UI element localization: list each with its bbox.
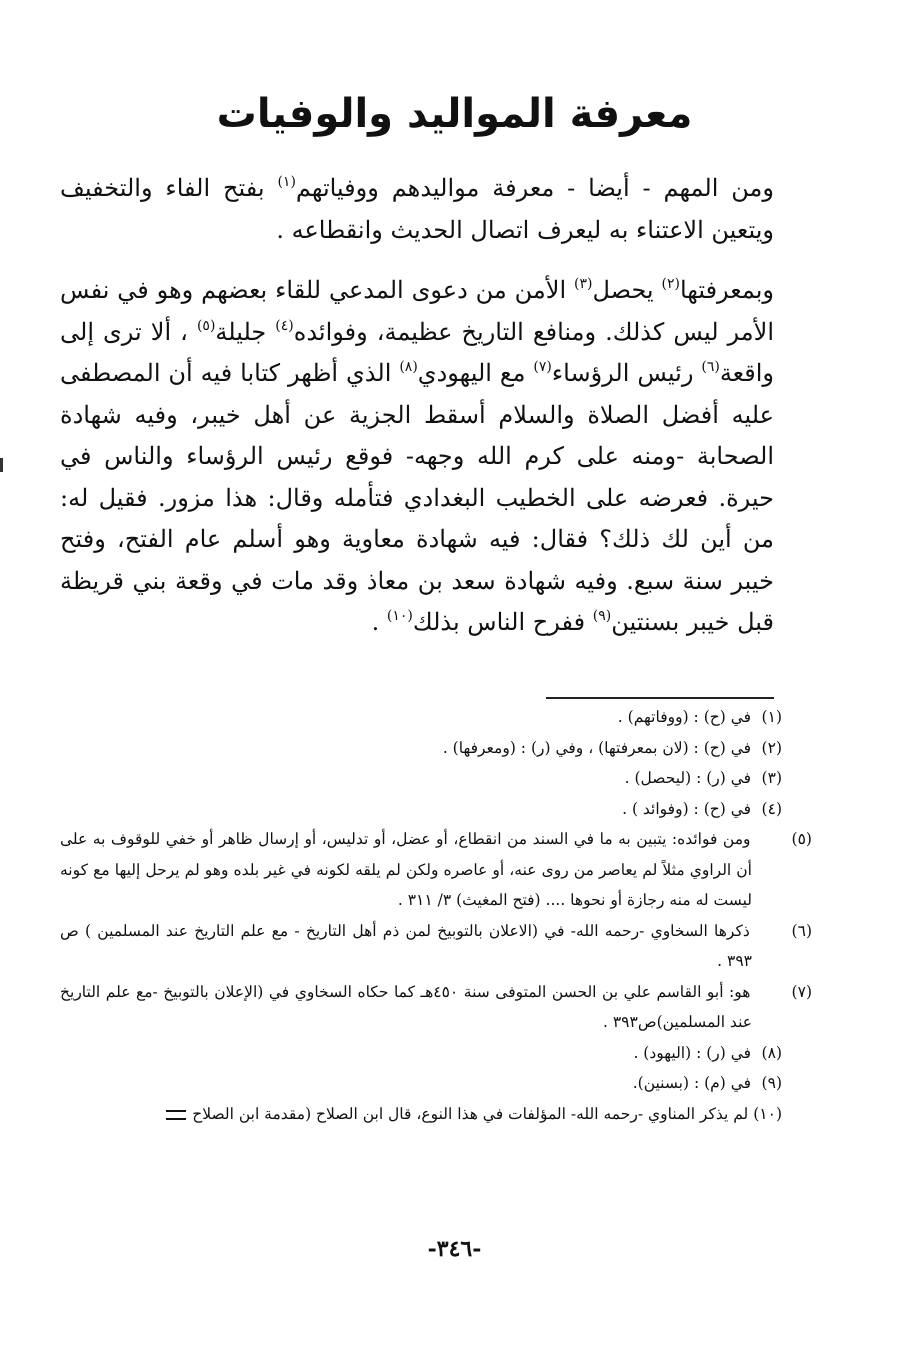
footnote-ref: (٢) [661,276,680,293]
footnote-text: في (ح) : (لان بمعرفتها) ، وفي (ر) : (ومعرفها) . [442,738,752,757]
footnote-text: في (م) : (بسنين). [632,1074,752,1092]
footnote-text: لم يذكر المناوي -رحمه الله- المؤلفات في هذا النوع، قال ابن الصلاح (مقدمة ابن الصلاح [192,1104,749,1123]
paragraph-text: يحصل [592,276,662,304]
paragraph [60,270,774,644]
footnote-ref: (٧) [533,359,552,376]
main-text [60,168,774,644]
footnote-number: (٢) [761,738,782,757]
footnote-text: في (ح) : (ووفاتهم) . [617,708,752,726]
footnote [60,1068,782,1099]
footnote-number: (١) [761,708,782,726]
footnotes [60,702,812,1129]
paragraph-text: وبمعرفتها [679,276,775,304]
footnote-ref: (٨) [399,359,418,376]
footnote-text: في (ر) : (ليحصل) . [624,769,752,787]
footnote-ref: (١٠) [386,608,413,625]
footnote [60,916,812,977]
footnote-text: في (ح) : (وفوائد ) . [622,799,752,818]
footnote-text: ومن فوائده: يتبين به ما في السند من انقطاع، أو عضل، أو تدليس، أو إرسال ظاهر أو خفي للوقوف به على أن الراوي مثلاً لم يعاصر من روى عنه، أو عاصره ولكن لم يلقه لكونه في غير بلده وهو لم يرحل إليها مع كونه ليست له منه رجازة أو نحوها .... (فتح المغيث) ٣/ ٣١١ . [60,830,752,909]
footnote-ref: (٤) [275,317,294,334]
footnote [60,977,812,1038]
footnote [60,763,782,794]
paragraph [60,168,774,251]
footnote-ref: (٦) [701,359,720,376]
continuation-mark [166,1110,186,1120]
footnote-number: (٣) [761,769,782,787]
footnote-number: (٥) [791,830,812,848]
footnote-separator [546,697,774,699]
footnote-number: (١٠) [753,1104,782,1123]
footnote-text: هو: أبو القاسم علي بن الحسن المتوفى سنة ٤٥٠هـ كما حكاه السخاوي في (الإعلان بالتوبيخ -مع علم التاريخ عند المسلمين)ص٣٩٣ . [60,982,752,1031]
paragraph-text: ففرح الناس بذلك [412,608,593,636]
footnote-number: (٩) [761,1074,782,1092]
paragraph-text: . [371,608,387,636]
paragraph-text: الأمن من دعوى المدعي للقاء بعضهم وهو في نفس الأمر ليس كذلك. ومنافع التاريخ عظيمة، وفوائده [60,276,775,346]
footnote-ref: (٣) [573,276,593,293]
footnote-ref: (٩) [592,608,612,625]
footnote-text: في (ر) : (اليهود) . [633,1043,752,1062]
footnote [60,733,782,764]
footnote-number: (٨) [761,1043,782,1062]
paragraph-text: مع اليهودي [417,359,534,387]
paragraph-text: الذي أظهر كتابا فيه أن المصطفى عليه أفضل الصلاة والسلام أسقط الجزية عن أهل خيبر، وفيه شهادة الصحابة -ومنه على كرم الله وجهه- فوقع رئيس الرؤساء والناس في حيرة. فعرضه على الخطيب البغدادي فتأمله وقال: هذا مزور. فقيل له: من أين لك ذلك؟ فقال: فيه شهادة معاوية وهو أسلم عام الفتح، وفتح خيبر سنة سبع. وفيه شهادة سعد بن معاذ وقد مات في وقعة بني قريظة قبل خيبر بسنتين [60,359,775,636]
footnote-number: (٤) [761,799,782,818]
footnote-number: (٧) [791,982,812,1001]
paragraph-text: جليلة [215,317,276,346]
footnote [60,794,782,825]
footnote [60,1038,782,1069]
footnote-text: ذكرها السخاوي -رحمه الله- في (الاعلان بالتوبيخ لمن ذم أهل التاريخ - مع علم التاريخ عند المسلمين ) ص ٣٩٣ . [60,921,752,970]
footnote [60,824,812,916]
margin-mark [0,458,3,472]
page-number: -٣٤٦- [427,1236,482,1262]
footnote [60,1099,782,1130]
paragraph-text: بفتح الفاء والتخفيف ويتعين الاعتناء به ليعرف اتصال الحديث وانقطاعه . [60,174,774,244]
paragraph-text: ومن المهم - أيضا - معرفة مواليدهم ووفياتهم [295,174,774,202]
footnote [60,702,782,733]
footnote-ref: (١) [277,174,296,191]
footnote-number: (٦) [791,921,812,940]
paragraph-text: رئيس الرؤساء [551,359,702,387]
chapter-title: معرفة المواليد والوفيات [216,91,693,137]
footnote-ref: (٥) [196,317,216,334]
paragraph-text: ، ألا ترى إلى واقعة [60,317,774,387]
